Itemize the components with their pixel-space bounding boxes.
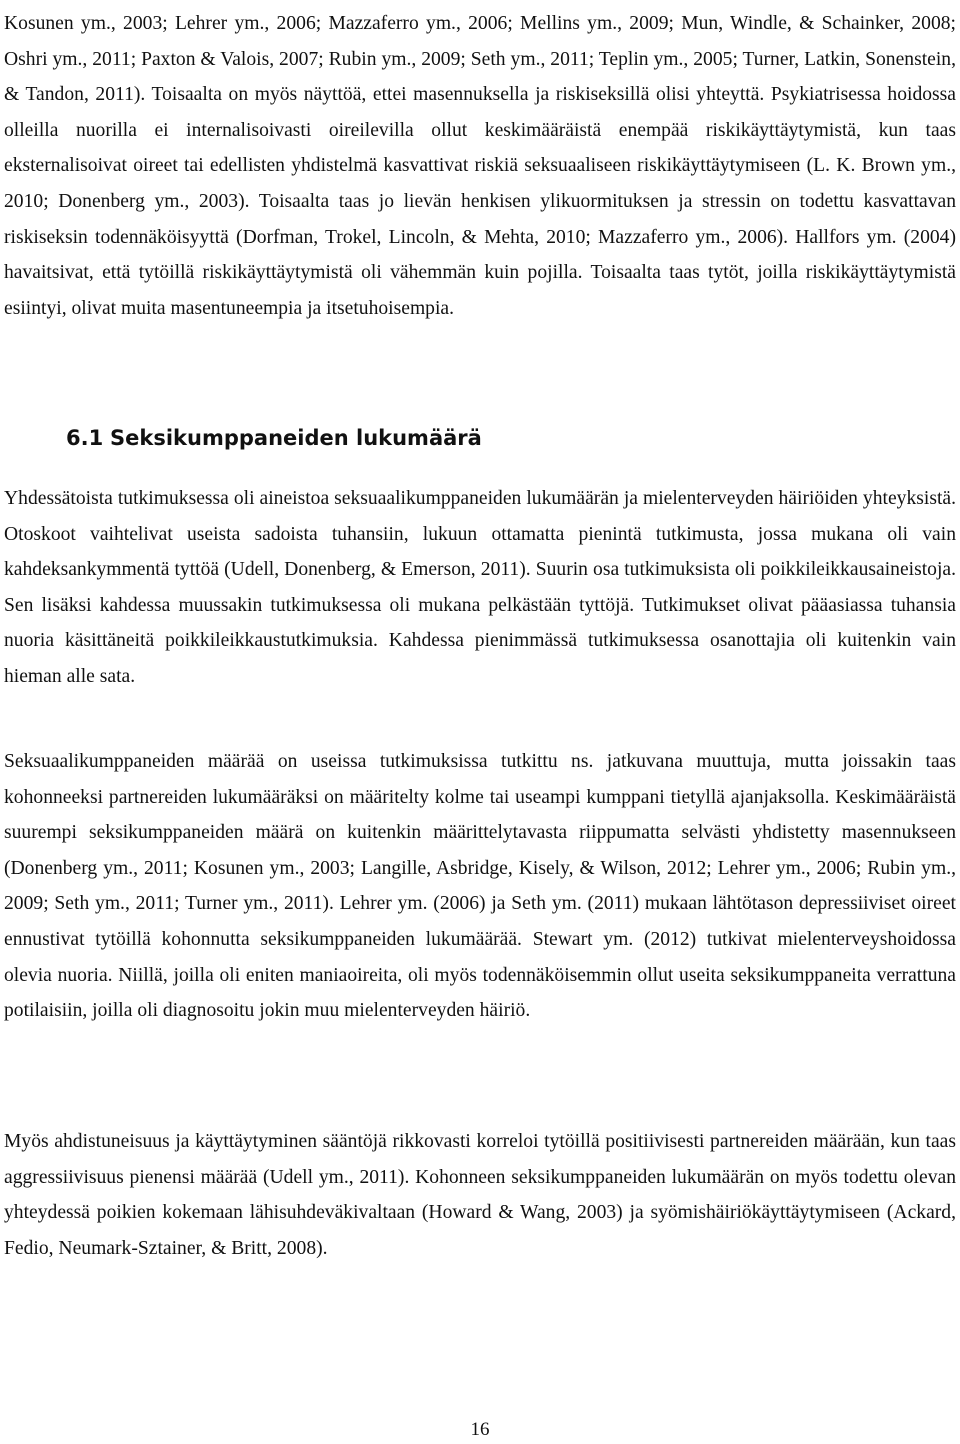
section-title: Seksikumppaneiden lukumäärä	[110, 426, 482, 450]
paragraph-anxiety: Myös ahdistuneisuus ja käyttäytyminen sääntöjä rikkovasti korreloi tytöillä positiivisesti partnereiden määrään, kun taas aggressiivisuus pienensi määrää (Udell ym., 2011). Kohonneen seksikumppaneiden lukumäärän on myös todettu olevan yhteydessä poikien kokemaan lähisuhdeväkivaltaan (Howard & Wang, 2003) ja syömishäiriökäyttäytymiseen (Ackard, Fedio, Neumark-Sztainer, & Britt, 2008).	[4, 1131, 956, 1259]
paragraph-depression-risk: Kosunen ym., 2003; Lehrer ym., 2006; Mazzaferro ym., 2006; Mellins ym., 2009; Mun, Windle, & Schainker, 2008; Oshri ym., 2011; Paxton & Valois, 2007; Rubin ym., 2009; Seth ym., 2011; Teplin ym., 2005; Turner, Latkin, Sonenstein, & Tandon, 2011). Toisaalta on myös näyttöä, ettei masennuksella ja riskiseksillä olisi yhteyttä. Psykiatrisessa hoidossa olleilla nuorilla ei internalisoivasti oireilevilla ollut keskimääräistä enempää riskikäyttäytymistä, kun taas eksternalisoivat oireet tai edellisten yhdistelmä kasvattivat riskiä seksuaaliseen riskikäyttäytymiseen (L. K. Brown ym., 2010; Donenberg ym., 2003). Toisaalta taas jo lievän henkisen ylikuormituksen ja stressin on todettu kasvattavan riskiseksin todennäköisyyttä (Dorfman, Trokel, Lincoln, & Mehta, 2010; Mazzaferro ym., 2006). Hallfors ym. (2004) havaitsivat, että tytöillä riskikäyttäytymistä oli vähemmän kuin pojilla. Toisaalta taas tytöt, joilla riskikäyttäytymistä esiintyi, olivat muita masentuneempia ja itsetuhoisempia.	[4, 13, 956, 319]
section-heading	[66, 420, 482, 456]
paragraph-partner-count: Seksuaalikumppaneiden määrää on useissa tutkimuksissa tutkittu ns. jatkuvana muuttuja, mutta joissakin taas kohonneeksi partnereiden lukumääräksi on määritelty kolme tai useampi kumppani tietyllä ajanjaksolla. Keskimääräistä suurempi seksikumppaneiden määrä on kuitenkin määrittelytavasta riippumatta selvästi yhdistetty masennukseen (Donenberg ym., 2011; Kosunen ym., 2003; Langille, Asbridge, Kisely, & Wilson, 2012; Lehrer ym., 2006; Rubin ym., 2009; Seth ym., 2011; Turner ym., 2011). Lehrer ym. (2006) ja Seth ym. (2011) mukaan lähtötason depressiiviset oireet ennustivat tytöillä kohonnutta seksikumppaneiden lukumäärää. Stewart ym. (2012) tutkivat mielenterveyshoidossa olevia nuoria. Niillä, joilla oli eniten maniaoireita, oli myös todennäköisemmin ollut useita seksikumppaneita verrattuna potilaisiin, joilla oli diagnosoitu jokin muu mielenterveyden häiriö.	[4, 751, 956, 1022]
paragraph-study-overview: Yhdessätoista tutkimuksessa oli aineistoa seksuaalikumppaneiden lukumäärän ja mielenterveyden häiriöiden yhteyksistä. Otoskoot vaihtelivat useista sadoista tuhansiin, lukuun ottamatta pienintä tutkimusta, jossa mukana oli vain kahdeksankymmentä tyttöä (Udell, Donenberg, & Emerson, 2011). Suurin osa tutkimuksista oli poikkileikkausaineistoja. Sen lisäksi kahdessa muussakin tutkimuksessa oli mukana pelkästään tyttöjä. Tutkimukset olivat pääasiassa tuhansia nuoria käsittäneitä poikkileikkaustutkimuksia. Kahdessa pienimmässä tutkimuksessa osanottajia oli kuitenkin vain hieman alle sata.	[4, 488, 956, 687]
page-number: 16	[470, 1419, 490, 1440]
document-page	[4, 0, 956, 1259]
section-number: 6.1	[66, 426, 104, 450]
